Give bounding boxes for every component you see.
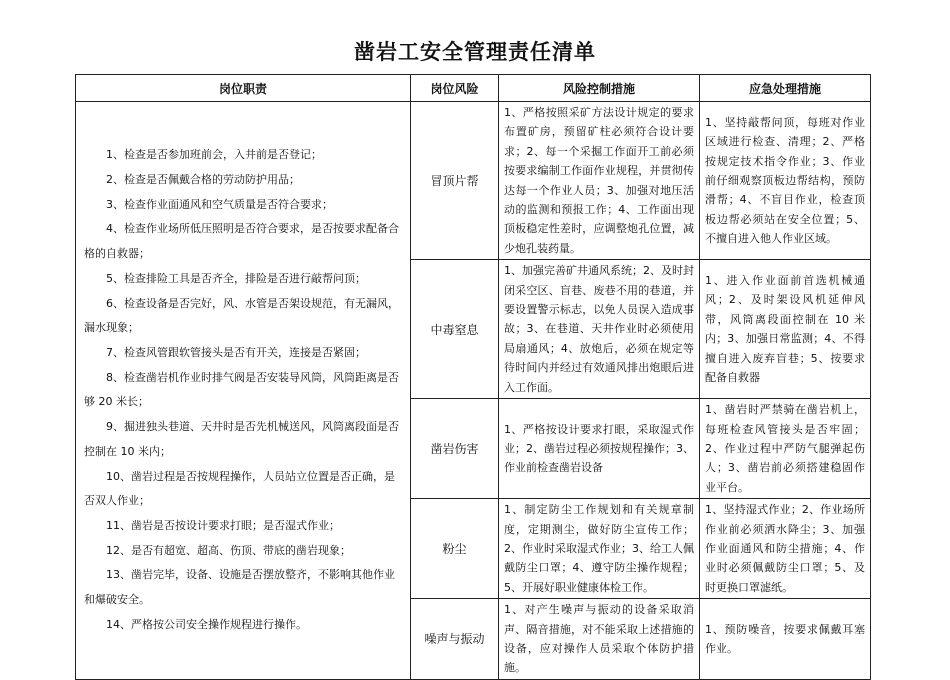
control-measures: 1、严格按照采矿方法设计规定的要求布置矿房，预留矿柱必须符合设计要求；2、每一个采掘工作面开工前必须按要求编制工作面作业规程，并贯彻传达每一个作业人员；3、加强对地压活动的监测和预报工作；4、工作面出现顶板稳定性差时，应调整炮孔位置，减少炮孔装药量。 [499, 102, 700, 260]
emergency-measures: 1、预防噪音，按要求佩戴耳塞作业。 [700, 599, 871, 680]
risk-label: 中毒窒息 [411, 260, 499, 399]
table-header-row [76, 75, 871, 102]
duty-item: 4、检查作业场所低压照明是否符合要求，是否按要求配备合格的自救器； [84, 222, 399, 261]
page-title: 凿岩工安全管理责任清单 [354, 40, 596, 64]
emergency-measures: 1、坚持湿式作业；2、作业场所作业前必须洒水降尘；3、加强作业面通风和防尘措施；4、作业时必须佩戴防尘口罩；5、及时更换口罩滤纸。 [700, 499, 871, 599]
duty-item: 3、检查作业面通风和空气质量是否符合要求； [106, 197, 333, 211]
duty-item: 11、凿岩是否按设计要求打眼；是否湿式作业； [106, 518, 340, 532]
control-measures: 1、加强完善矿井通风系统；2、及时封闭采空区、盲巷、废巷不用的巷道，并要设置警示标志，以免人员误入造成事故；3、在巷道、天井作业时必须使用局扇通风；4、放炮后，必须在规定等待时间内并经过有效通风排出炮眼后进入工作面。 [499, 260, 700, 399]
duty-item: 8、检查凿岩机作业时排气阀是否安装导风筒，风筒距离是否够 20 米长； [84, 370, 399, 409]
control-measures: 1、制定防尘工作规划和有关规章制度，定期测尘，做好防尘宣传工作；2、作业时采取湿式作业；3、给工人佩戴防尘口罩；4、遵守防尘操作规程；5、开展好职业健康体检工作。 [499, 499, 700, 599]
duty-item: 7、检查风管跟软管接头是否有开关，连接是否紧固； [106, 345, 366, 359]
duty-item: 2、检查是否佩戴合格的劳动防护用品； [106, 173, 300, 187]
duty-item: 14、严格按公司安全操作规程进行操作。 [106, 617, 307, 631]
duty-item: 5、检查排险工具是否齐全，排险是否进行敲帮问顶； [106, 271, 366, 285]
header-duty: 岗位职责 [76, 75, 411, 102]
control-measures: 1、严格按设计要求打眼，采取湿式作业；2、凿岩过程必须按规程操作；3、作业前检查凿岩设备 [499, 399, 700, 499]
control-measures: 1、对产生噪声与振动的设备采取消声、隔音措施，对不能采取上述措施的设备，应对操作人员采取个体防护措施。 [499, 599, 700, 680]
duty-cell [76, 102, 411, 680]
responsibility-table [75, 74, 871, 680]
emergency-measures: 1、坚持敲帮问顶，每班对作业区域进行检查、清理；2、严格按规定技术指令作业；3、作业前仔细观察顶板边帮结构，预防滑帮；4、不盲目作业，检查顶板边帮必须站在安全位置；5、不擅自进入他人作业区域。 [700, 102, 871, 260]
risk-label: 噪声与振动 [411, 599, 499, 680]
risk-label: 冒顶片帮 [411, 102, 499, 260]
duty-item: 12、是否有超宽、超高、伤顶、带底的凿岩现象； [106, 543, 351, 557]
duty-item: 10、凿岩过程是否按规程操作，人员站立位置是否正确，是否双人作业； [84, 469, 395, 508]
duty-item: 1、检查是否参加班前会，入井前是否登记； [106, 148, 322, 162]
risk-label: 粉尘 [411, 499, 499, 599]
risk-label: 凿岩伤害 [411, 399, 499, 499]
emergency-measures: 1、凿岩时严禁骑在凿岩机上，每班检查风管接头是否牢固；2、作业过程中严防气腿弹起伤人；3、凿岩前必须搭建稳固作业平台。 [700, 399, 871, 499]
header-control: 风险控制措施 [499, 75, 700, 102]
duty-item: 6、检查设备是否完好，风、水管是否架设规范，有无漏风，漏水现象； [84, 296, 399, 335]
duty-item: 9、掘进独头巷道、天井时是否先机械送风，风筒离段面是否控制在 10 米内； [84, 420, 399, 458]
duty-item: 13、凿岩完毕，设备、设施是否摆放整齐，不影响其他作业和爆破安全。 [84, 568, 395, 607]
header-emergency: 应急处理措施 [700, 75, 871, 102]
table-row [76, 102, 871, 260]
header-risk: 岗位风险 [411, 75, 499, 102]
emergency-measures: 1、进入作业面前首选机械通风；2、及时架设风机延伸风带，风筒离段面控制在 10 米内；3、加强日常监测；4、不得擅自进入废弃盲巷；5、按要求配备自救器 [700, 260, 871, 399]
